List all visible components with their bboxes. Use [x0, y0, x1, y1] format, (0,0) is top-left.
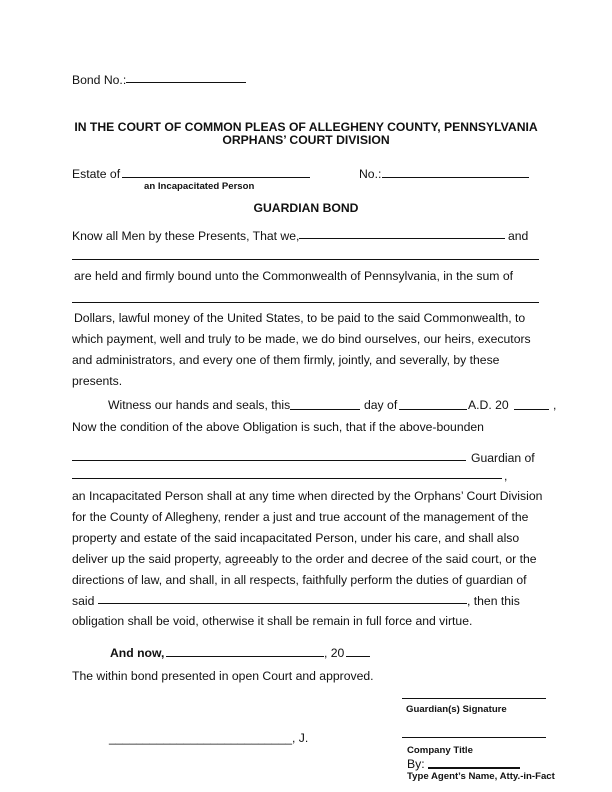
bond-no-label: Bond No.: — [72, 73, 127, 87]
body-para-line-3: and administrators, and every one of them firmly, jointly, and severally, by these — [72, 353, 500, 367]
comma-text: , — [553, 398, 557, 412]
guardian-signature-line[interactable] — [402, 698, 546, 699]
condition-para-line-3: property and estate of the said incapacitated Person, under his care, and shall also — [72, 531, 520, 545]
guardian-of-text: Guardian of — [471, 451, 535, 465]
guardian-name-field[interactable] — [72, 460, 466, 461]
said-text: said — [72, 594, 95, 608]
said-ward-field[interactable] — [98, 603, 467, 604]
court-heading-line-2: ORPHANS’ COURT DIVISION — [222, 133, 390, 147]
judge-signature-line[interactable]: ___________________________, J. — [109, 731, 309, 745]
incapacitated-person-caption: an Incapacitated Person — [144, 181, 255, 192]
ad-year-text: A.D. 20 — [468, 398, 509, 412]
by-label: By: — [407, 757, 425, 771]
company-signature-line[interactable] — [402, 737, 546, 738]
principal-name-field[interactable] — [299, 238, 505, 239]
condition-para-line-4: deliver up the said property, agreeably to the order and decree of the said court, or the — [72, 552, 537, 566]
and-now-year-field[interactable] — [346, 656, 370, 657]
condition-para-line-1: an Incapacitated Person shall at any time when directed by the Orphans’ Court Division — [72, 489, 543, 503]
document-title: GUARDIAN BOND — [253, 201, 359, 215]
surety-name-field[interactable] — [72, 259, 539, 260]
void-text: obligation shall be void, otherwise it shall be remain in full force and virtue. — [72, 614, 473, 628]
estate-name-field[interactable] — [122, 177, 310, 178]
ward-comma-text: , — [504, 469, 508, 483]
and-text: and — [508, 229, 529, 243]
guardian-signature-label: Guardian(s) Signature — [406, 704, 507, 715]
agent-signature-line[interactable] — [428, 767, 520, 769]
then-this-text: , then this — [467, 594, 520, 608]
condition-para-line-2: for the County of Allegheny, render a just and true account of the management of the — [72, 510, 529, 524]
court-heading-line-1: IN THE COURT OF COMMON PLEAS OF ALLEGHENY COUNTY, PENNSYLVANIA — [74, 120, 538, 134]
year-20-text: , 20 — [324, 646, 345, 660]
company-title-label: Company Title — [407, 745, 473, 756]
body-para-line-2: which payment, well and truly to be made, we do bind ourselves, our heirs, executors — [72, 332, 531, 346]
within-bond-text: The within bond presented in open Court and approved. — [72, 669, 374, 683]
agent-name-label: Type Agent’s Name, Atty.-in-Fact — [407, 771, 555, 782]
day-of-text: day of — [364, 398, 398, 412]
and-now-text: And now, — [110, 646, 165, 660]
bond-no-field[interactable] — [126, 82, 246, 83]
case-no-field[interactable] — [382, 177, 529, 178]
body-para-line-4: presents. — [72, 374, 123, 388]
bond-amount-field[interactable] — [72, 302, 539, 303]
year-field[interactable] — [514, 409, 549, 410]
know-all-men-text: Know all Men by these Presents, That we, — [72, 229, 300, 243]
witness-text: Witness our hands and seals, this — [108, 398, 291, 412]
estate-of-label: Estate of — [72, 167, 121, 181]
condition-text: Now the condition of the above Obligation is such, that if the above-bounden — [72, 420, 484, 434]
month-field[interactable] — [399, 409, 467, 410]
and-now-date-field[interactable] — [166, 656, 324, 657]
body-para-line-1: Dollars, lawful money of the United States, to be paid to the said Commonwealth, to — [74, 311, 526, 325]
ward-name-field[interactable] — [72, 478, 502, 479]
case-no-label: No.: — [359, 167, 382, 181]
held-bound-text: are held and firmly bound unto the Commonwealth of Pennsylvania, in the sum of — [74, 269, 513, 283]
condition-para-line-5: directions of law, and shall, in all respects, faithfully perform the duties of guardian of — [72, 573, 527, 587]
day-field[interactable] — [290, 409, 360, 410]
